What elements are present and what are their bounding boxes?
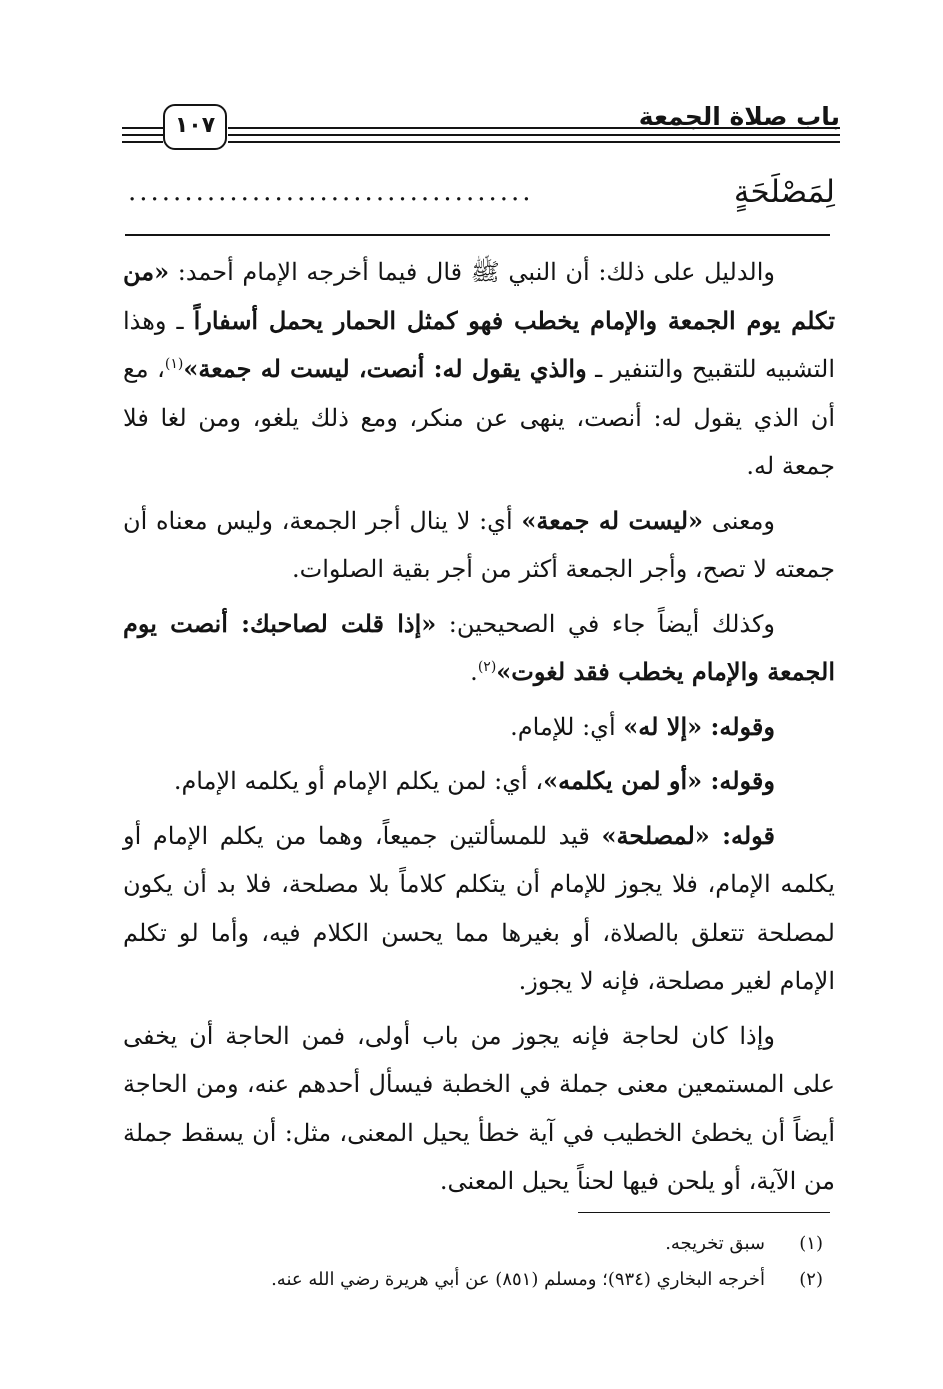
paragraph-6-text: قيد للمسألتين جميعاً، وهما من يكلم الإمام أو يكلمه الإمام، فلا يجوز للإمام أن يتكلم كلاماً بلا مصلحة، فلا بد أن يكون لمصلحة تتعلق بالصلاة، أو بغيرها مما يحسن الكلام فيه، وأما لو تكلم الإمام لغير مصلحة، فإنه لا يجوز.	[123, 821, 835, 995]
paragraph-3	[123, 600, 835, 697]
entry-rule	[125, 234, 830, 236]
paragraph-6-lead: قوله: «لمصلحة»	[601, 820, 776, 850]
paragraph-1-text-a: والدليل على ذلك: أن النبي ﷺ قال فيما أخرجه الإمام أحمد:	[169, 258, 776, 286]
paragraph-2	[123, 497, 835, 594]
paragraph-2-text-a: ومعنى	[703, 506, 776, 535]
paragraph-2-text-b: أي: لا ينال أجر الجمعة، وليس معناه أن جمعته لا تصح، وأجر الجمعة أكثر من أجر بقية الصلوات.	[123, 506, 835, 583]
commentary-body	[123, 248, 835, 1212]
paragraph-7-text: وإذا كان لحاجة فإنه يجوز من باب أولى، فمن الحاجة أن يخفى على المستمعين معنى جملة في الخطبة فيسأل أحدهم عنه، ومن الحاجة أيضاً أن يخطئ الخطيب في آية خطأ يحيل المعنى، مثل: أن يسقط جملة من الآية، أو يلحن فيها لحناً يحيل المعنى.	[123, 1021, 835, 1195]
paragraph-5-text: ، أي: لمن يكلم الإمام أو يكلمه الإمام.	[173, 767, 544, 795]
footnote-2-text: أخرجه البخاري (٩٣٤)؛ ومسلم (٨٥١) عن أبي هريرة رضي الله عنه.	[271, 1269, 765, 1290]
paragraph-7	[123, 1012, 835, 1206]
footnote-1-text: سبق تخريجه.	[665, 1233, 765, 1254]
hadith-quote-1a: «من تكلم يوم الجمعة والإمام يخطب فهو كمثل الحمار يحمل أسفاراً	[123, 257, 835, 335]
footnote-1-number: (١)	[799, 1233, 823, 1254]
dotted-leader: ....................................	[128, 177, 534, 207]
footnote-2	[123, 1262, 823, 1298]
running-header	[120, 100, 840, 156]
footnote-1	[123, 1226, 823, 1262]
paragraph-4-lead: وقوله:	[702, 711, 775, 741]
paragraph-5-lead: وقوله:	[702, 766, 775, 795]
page-number: ١٠٧	[163, 104, 227, 150]
paragraph-3-text-a: وكذلك أيضاً جاء في الصحيحين:	[436, 609, 776, 638]
entry-word: لِمَصْلَحَةٍ	[733, 174, 835, 210]
paragraph-4-quote: «إلا له»	[623, 711, 703, 741]
footnote-separator	[578, 1212, 830, 1213]
chapter-title: باب صلاة الجمعة	[638, 102, 840, 131]
paragraph-4	[123, 703, 835, 752]
paragraph-5	[123, 757, 835, 806]
footnote-2-number: (٢)	[799, 1269, 823, 1290]
hadith-quote-2: «إذا قلت لصاحبك: أنصت يوم الجمعة والإمام يخطب فقد لغوت»	[123, 608, 835, 686]
paragraph-1-text-c: ، مع أن الذي يقول له: أنصت، ينهى عن منكر، ومع ذلك يلغو، ومن لغا فلا جمعة له.	[123, 355, 835, 480]
footnotes	[123, 1226, 823, 1298]
paragraph-4-text: أي: للإمام.	[510, 712, 624, 741]
quoted-phrase: «ليست له جمعة»	[521, 505, 704, 535]
paragraph-3-text-b: .	[470, 658, 478, 686]
hadith-quote-1b: والذي يقول له: أنصت، ليست له جمعة»	[183, 354, 587, 383]
paragraph-5-quote: «أو لمن يكلمه»	[543, 766, 703, 795]
paragraph-1-text-b: ـ وهذا التشبيه للتقبيح والتنفير ـ	[123, 306, 835, 383]
footnote-ref-2[interactable]: (٢)	[477, 659, 497, 675]
footnote-ref-1[interactable]: (١)	[164, 356, 184, 372]
paragraph-6	[123, 812, 835, 1006]
entry-line	[125, 170, 835, 222]
paragraph-1	[123, 248, 835, 491]
